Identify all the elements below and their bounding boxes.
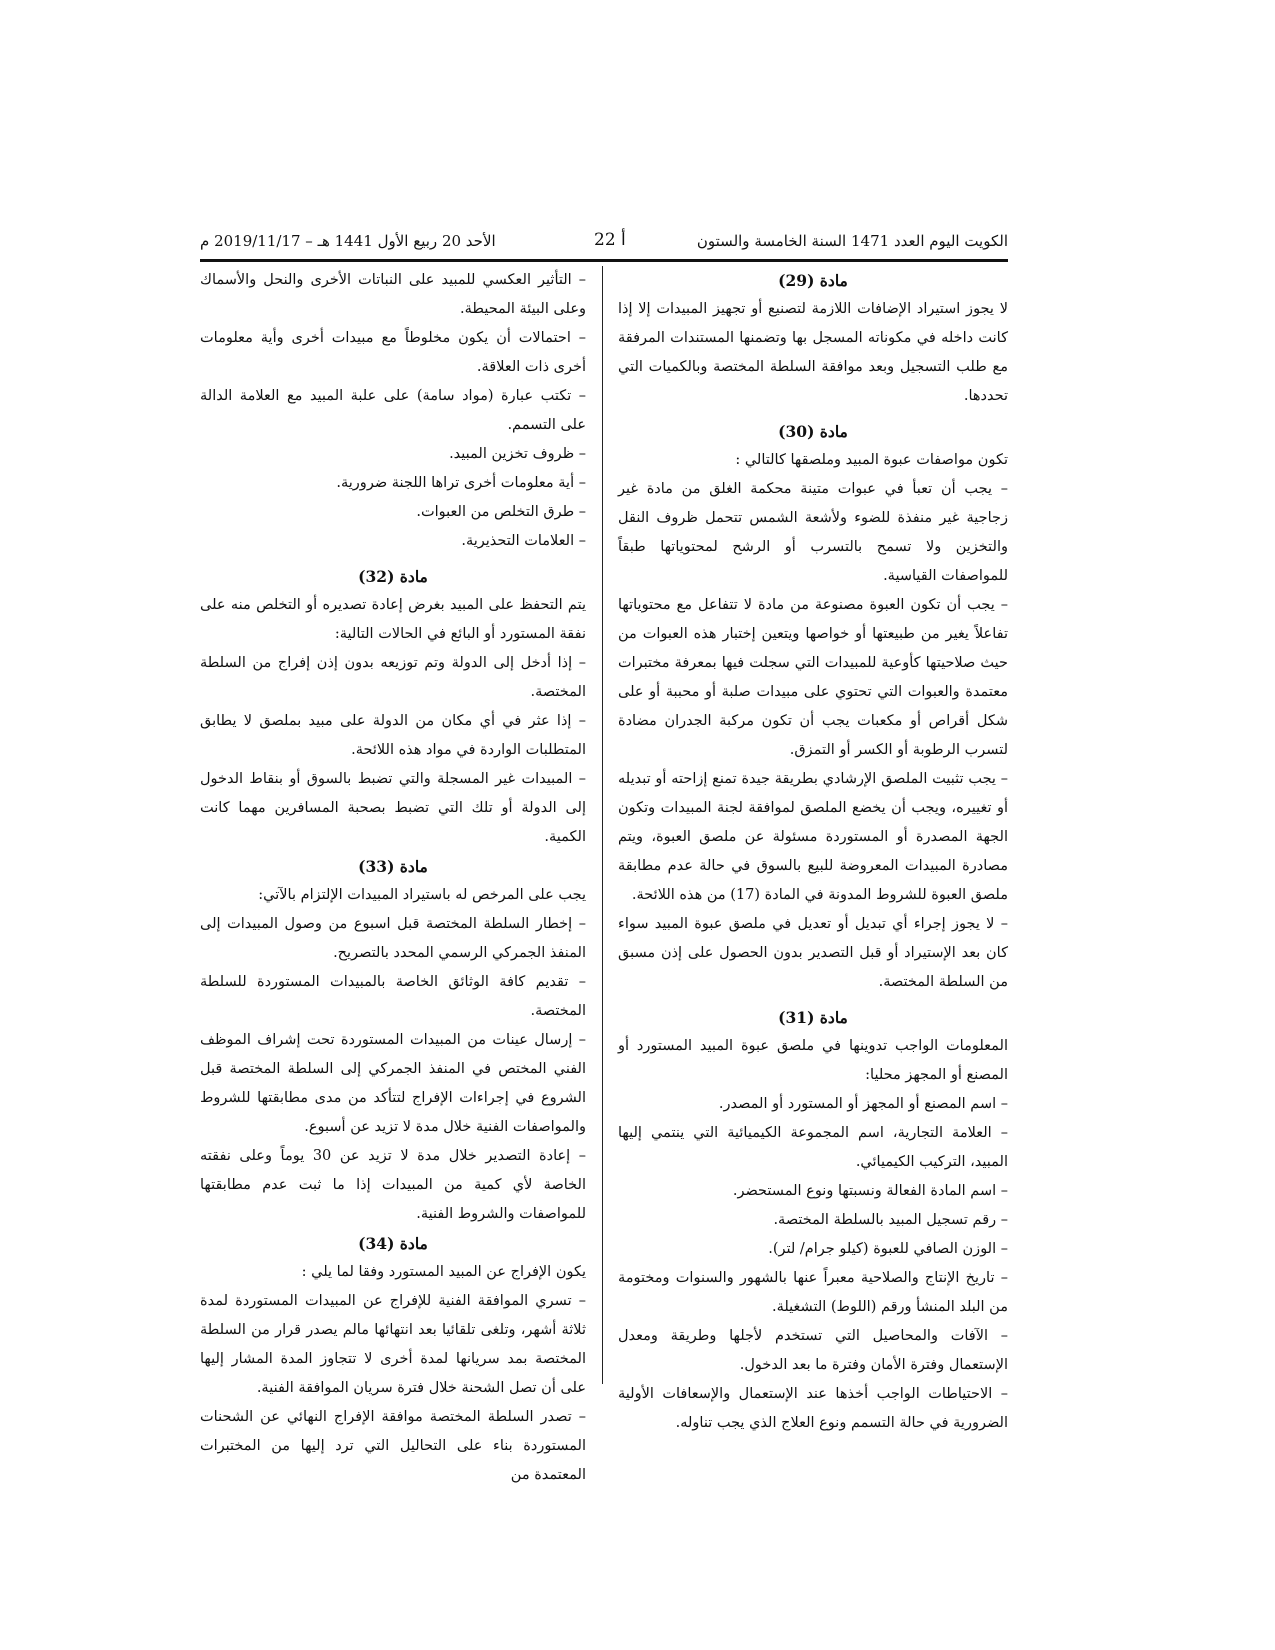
article-31-item: – تاريخ الإنتاج والصلاحية معبراً عنها بالشهور والسنوات ومختومة من البلد المنشأ ورقم (اللوط) التشغيلة. (618, 1270, 1008, 1315)
article-34-item: – تصدر السلطة المختصة موافقة الإفراج النهائي عن الشحنات المستوردة بناء على التحاليل التي ترد إليها من المختبرات المعتمدة من (200, 1409, 586, 1483)
gazette-issue-info: الكويت اليوم العدد 1471 السنة الخامسة والستون (696, 232, 1008, 250)
article-30-intro: تكون مواصفات عبوة المبيد وملصقها كالتالي : (735, 452, 1008, 468)
article-32-heading: مادة (32) (358, 567, 428, 586)
article-32-intro: يتم التحفظ على المبيد بغرض إعادة تصديره أو التخلص منه على نفقة المستورد أو البائع في الحالات التالية: (200, 597, 586, 642)
right-column (618, 266, 1008, 1438)
article-29-heading: مادة (29) (778, 271, 848, 290)
left-column (200, 266, 586, 1490)
article-31-item: – الآفات والمحاصيل التي تستخدم لأجلها وطريقة ومعدل الإستعمال وفترة الأمان وفترة ما بعد الدخول. (618, 1328, 1008, 1373)
article-29-text: لا يجوز استيراد الإضافات اللازمة لتصنيع أو تجهيز المبيدات إلا إذا كانت داخله في مكوناته المسجل بها وتضمنها المستندات المرفقة مع طلب التسجيل وبعد موافقة السلطة المختصة وبالكميات التي تحددها. (618, 301, 1008, 404)
article-31-item: – العلامة التجارية، اسم المجموعة الكيميائية التي ينتمي إليها المبيد، التركيب الكيميائي. (618, 1125, 1008, 1170)
label-info-item: – أية معلومات أخرى تراها اللجنة ضرورية. (336, 475, 586, 491)
label-info-item: – احتمالات أن يكون مخلوطاً مع مبيدات أخرى وأية معلومات أخرى ذات العلاقة. (200, 330, 586, 375)
article-32-item: – إذا عثر في أي مكان من الدولة على مبيد بملصق لا يطابق المتطلبات الواردة في مواد هذه اللائحة. (200, 713, 586, 758)
article-30-item: – لا يجوز إجراء أي تبديل أو تعديل في ملصق عبوة المبيد سواء كان بعد الإستيراد أو قبل التصدير بدون الحصول على إذن مسبق من السلطة المختصة. (618, 916, 1008, 990)
article-31-heading: مادة (31) (778, 1008, 848, 1027)
article-31-intro: المعلومات الواجب تدوينها في ملصق عبوة المبيد المستورد أو المصنع أو المجهز محليا: (618, 1038, 1008, 1083)
article-32-item: – المبيدات غير المسجلة والتي تضبط بالسوق أو بنقاط الدخول إلى الدولة أو تلك التي تضبط بصحبة المسافرين مهما كانت الكمية. (200, 771, 586, 845)
article-31-item: – اسم المادة الفعالة ونسبتها ونوع المستحضر. (732, 1183, 1008, 1199)
label-info-item: – ظروف تخزين المبيد. (449, 446, 586, 462)
article-33-intro: يجب على المرخص له باستيراد المبيدات الإلتزام بالآتي: (258, 887, 586, 903)
label-info-item: – العلامات التحذيرية. (461, 533, 586, 549)
article-34-intro: يكون الإفراج عن المبيد المستورد وفقا لما يلي : (301, 1264, 586, 1280)
article-30-item: – يجب تثبيت الملصق الإرشادي بطريقة جيدة تمنع إزاحته أو تبديله أو تغييره، ويجب أن يخضع الملصق لموافقة لجنة المبيدات وتكون الجهة المصدرة أو المستوردة مسئولة عن ملصق العبوة، ويتم مصادرة المبيدات المعروضة للبيع بالسوق في حالة عدم مطابقة ملصق العبوة للشروط المدونة في المادة (17) من هذه اللائحة. (618, 771, 1008, 903)
article-33-item: – تقديم كافة الوثائق الخاصة بالمبيدات المستوردة للسلطة المختصة. (200, 974, 586, 1019)
article-31-item: – اسم المصنع أو المجهز أو المستورد أو المصدر. (718, 1096, 1008, 1112)
article-33-item: – إعادة التصدير خلال مدة لا تزيد عن 30 يوماً وعلى نفقته الخاصة لأي كمية من المبيدات إذا ما ثبت عدم مطابقتها للمواصفات والشروط الفنية. (200, 1148, 586, 1222)
page-header (200, 228, 1008, 258)
header-rule (200, 259, 1008, 262)
article-34-heading: مادة (34) (358, 1234, 428, 1253)
article-30-heading: مادة (30) (778, 422, 848, 441)
article-31-item: – الاحتياطات الواجب أخذها عند الإستعمال والإسعافات الأولية الضرورية في حالة التسمم ونوع العلاج الذي يجب تناوله. (618, 1386, 1008, 1431)
article-33-heading: مادة (33) (358, 857, 428, 876)
article-32-item: – إذا أدخل إلى الدولة وتم توزيعه بدون إذن إفراج من السلطة المختصة. (200, 655, 586, 700)
label-info-item: – التأثير العكسي للمبيد على النباتات الأخرى والنحل والأسماك وعلى البيئة المحيطة. (200, 272, 586, 317)
article-34-item: – تسري الموافقة الفنية للإفراج عن المبيدات المستوردة لمدة ثلاثة أشهر، وتلغى تلقائيا بعد انتهائها مالم يصدر قرار من السلطة المختصة بمد سريانها لمدة أخرى لا تتجاوز المدة المشار إليها على أن تصل الشحنة خلال فترة سريان الموافقة الفنية. (200, 1293, 586, 1396)
label-info-item: – تكتب عبارة (مواد سامة) على علبة المبيد مع العلامة الدالة على التسمم. (200, 388, 586, 433)
label-info-item: – طرق التخلص من العبوات. (416, 504, 586, 520)
column-divider (602, 266, 603, 1384)
article-33-item: – إرسال عينات من المبيدات المستوردة تحت إشراف الموظف الفني المختص في المنفذ الجمركي إلى السلطة المختصة قبل الشروع في إجراءات الإفراج لتتأكد من مدى مطابقتها للشروط والمواصفات الفنية خلال مدة لا تزيد عن أسبوع. (200, 1032, 586, 1135)
article-33-item: – إخطار السلطة المختصة قبل اسبوع من وصول المبيدات إلى المنفذ الجمركي الرسمي المحدد بالتصريح. (200, 916, 586, 961)
page-number: أ 22 (594, 230, 626, 250)
article-30-item: – يجب أن تكون العبوة مصنوعة من مادة لا تتفاعل مع محتوياتها تفاعلاً يغير من طبيعتها أو خواصها ويتعين إختبار هذه العبوات من حيث صلاحيتها كأوعية للمبيدات التي سجلت فيها بمعرفة مختبرات معتمدة والعبوات التي تحتوي على مبيدات صلبة أو محببة أو على شكل أقراص أو مكعبات يجب أن تكون مركبة الجدران مضادة لتسرب الرطوبة أو الكسر أو التمزق. (618, 597, 1008, 758)
issue-date: الأحد 20 ربيع الأول 1441 هـ – 2019/11/17 م (200, 232, 496, 250)
article-31-item: – رقم تسجيل المبيد بالسلطة المختصة. (773, 1212, 1008, 1228)
article-30-item: – يجب أن تعبأ في عبوات متينة محكمة الغلق من مادة غير زجاجية غير منفذة للضوء ولأشعة الشمس تتحمل ظروف النقل والتخزين ولا تسمح بالتسرب أو الرشح لمحتوياتها طبقاً للمواصفات القياسية. (618, 481, 1008, 584)
article-31-item: – الوزن الصافي للعبوة (كيلو جرام/ لتر). (768, 1241, 1008, 1257)
